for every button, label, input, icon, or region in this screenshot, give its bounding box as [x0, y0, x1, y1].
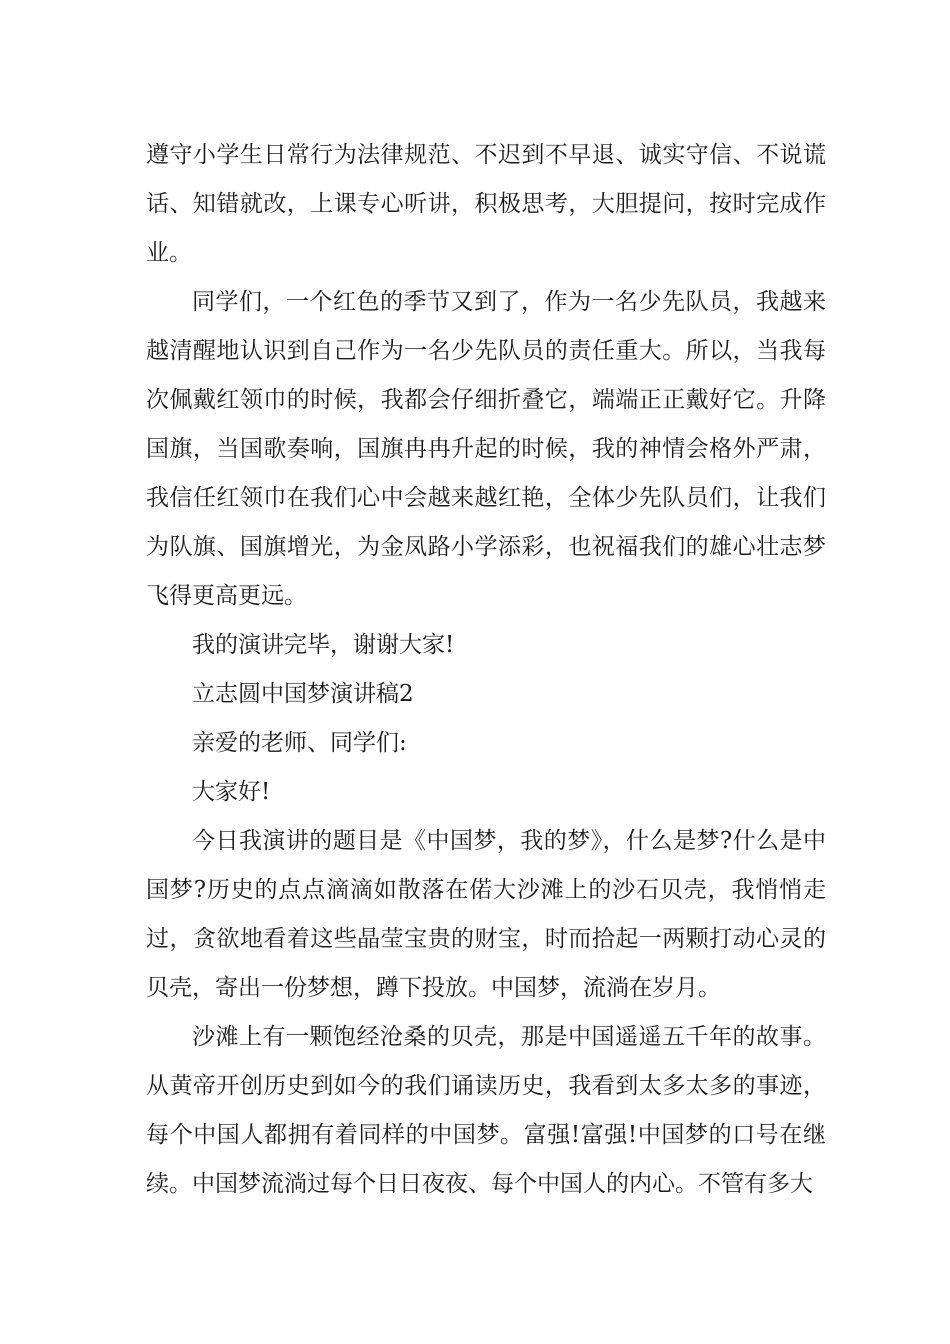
greeting: 大家好!	[192, 779, 271, 805]
document-body	[146, 131, 826, 1209]
speech-title: 立志圆中国梦演讲稿2	[192, 681, 414, 707]
paragraph-red-scarf: 同学们，一个红色的季节又到了，作为一名少先队员，我越来越清醒地认识到自己作为一名少先队员的责任重大。所以，当我每次佩戴红领巾的时候，我都会仔细折叠它，端端正正戴好它。升降国旗，当国歌奏响，国旗冉冉升起的时候，我的神情会格外严肃，我信任红领巾在我们心中会越来越红艳，全体少先队员们，让我们为队旗、国旗增光，为金凤路小学添彩，也祝福我们的雄心壮志梦飞得更高更远。	[146, 289, 826, 609]
paragraph-rules: 遵守小学生日常行为法律规范、不迟到不早退、诚实守信、不说谎话、知错就改，上课专心听讲，积极思考，大胆提问，按时完成作业。	[146, 142, 826, 266]
paragraph-closing: 我的演讲完毕，谢谢大家!	[192, 632, 455, 658]
paragraph-topic: 今日我演讲的题目是《中国梦，我的梦》，什么是梦?什么是中国梦?历史的点点滴滴如散落在偌大沙滩上的沙石贝壳，我悄悄走过，贪欲地看着这些晶莹宝贵的财宝，时而拾起一两颗打动心灵的贝壳，寄出一份梦想，蹲下投放。中国梦，流淌在岁月。	[146, 828, 826, 1001]
salutation: 亲爱的老师、同学们:	[192, 730, 407, 756]
paragraph-history: 沙滩上有一颗饱经沧桑的贝壳，那是中国遥遥五千年的故事。从黄帝开创历史到如今的我们诵读历史，我看到太多太多的事迹，每个中国人都拥有着同样的中国梦。富强!富强!中国梦的口号在继续。中国梦流淌过每个日日夜夜、每个中国人的内心。不管有多大	[146, 1024, 826, 1197]
